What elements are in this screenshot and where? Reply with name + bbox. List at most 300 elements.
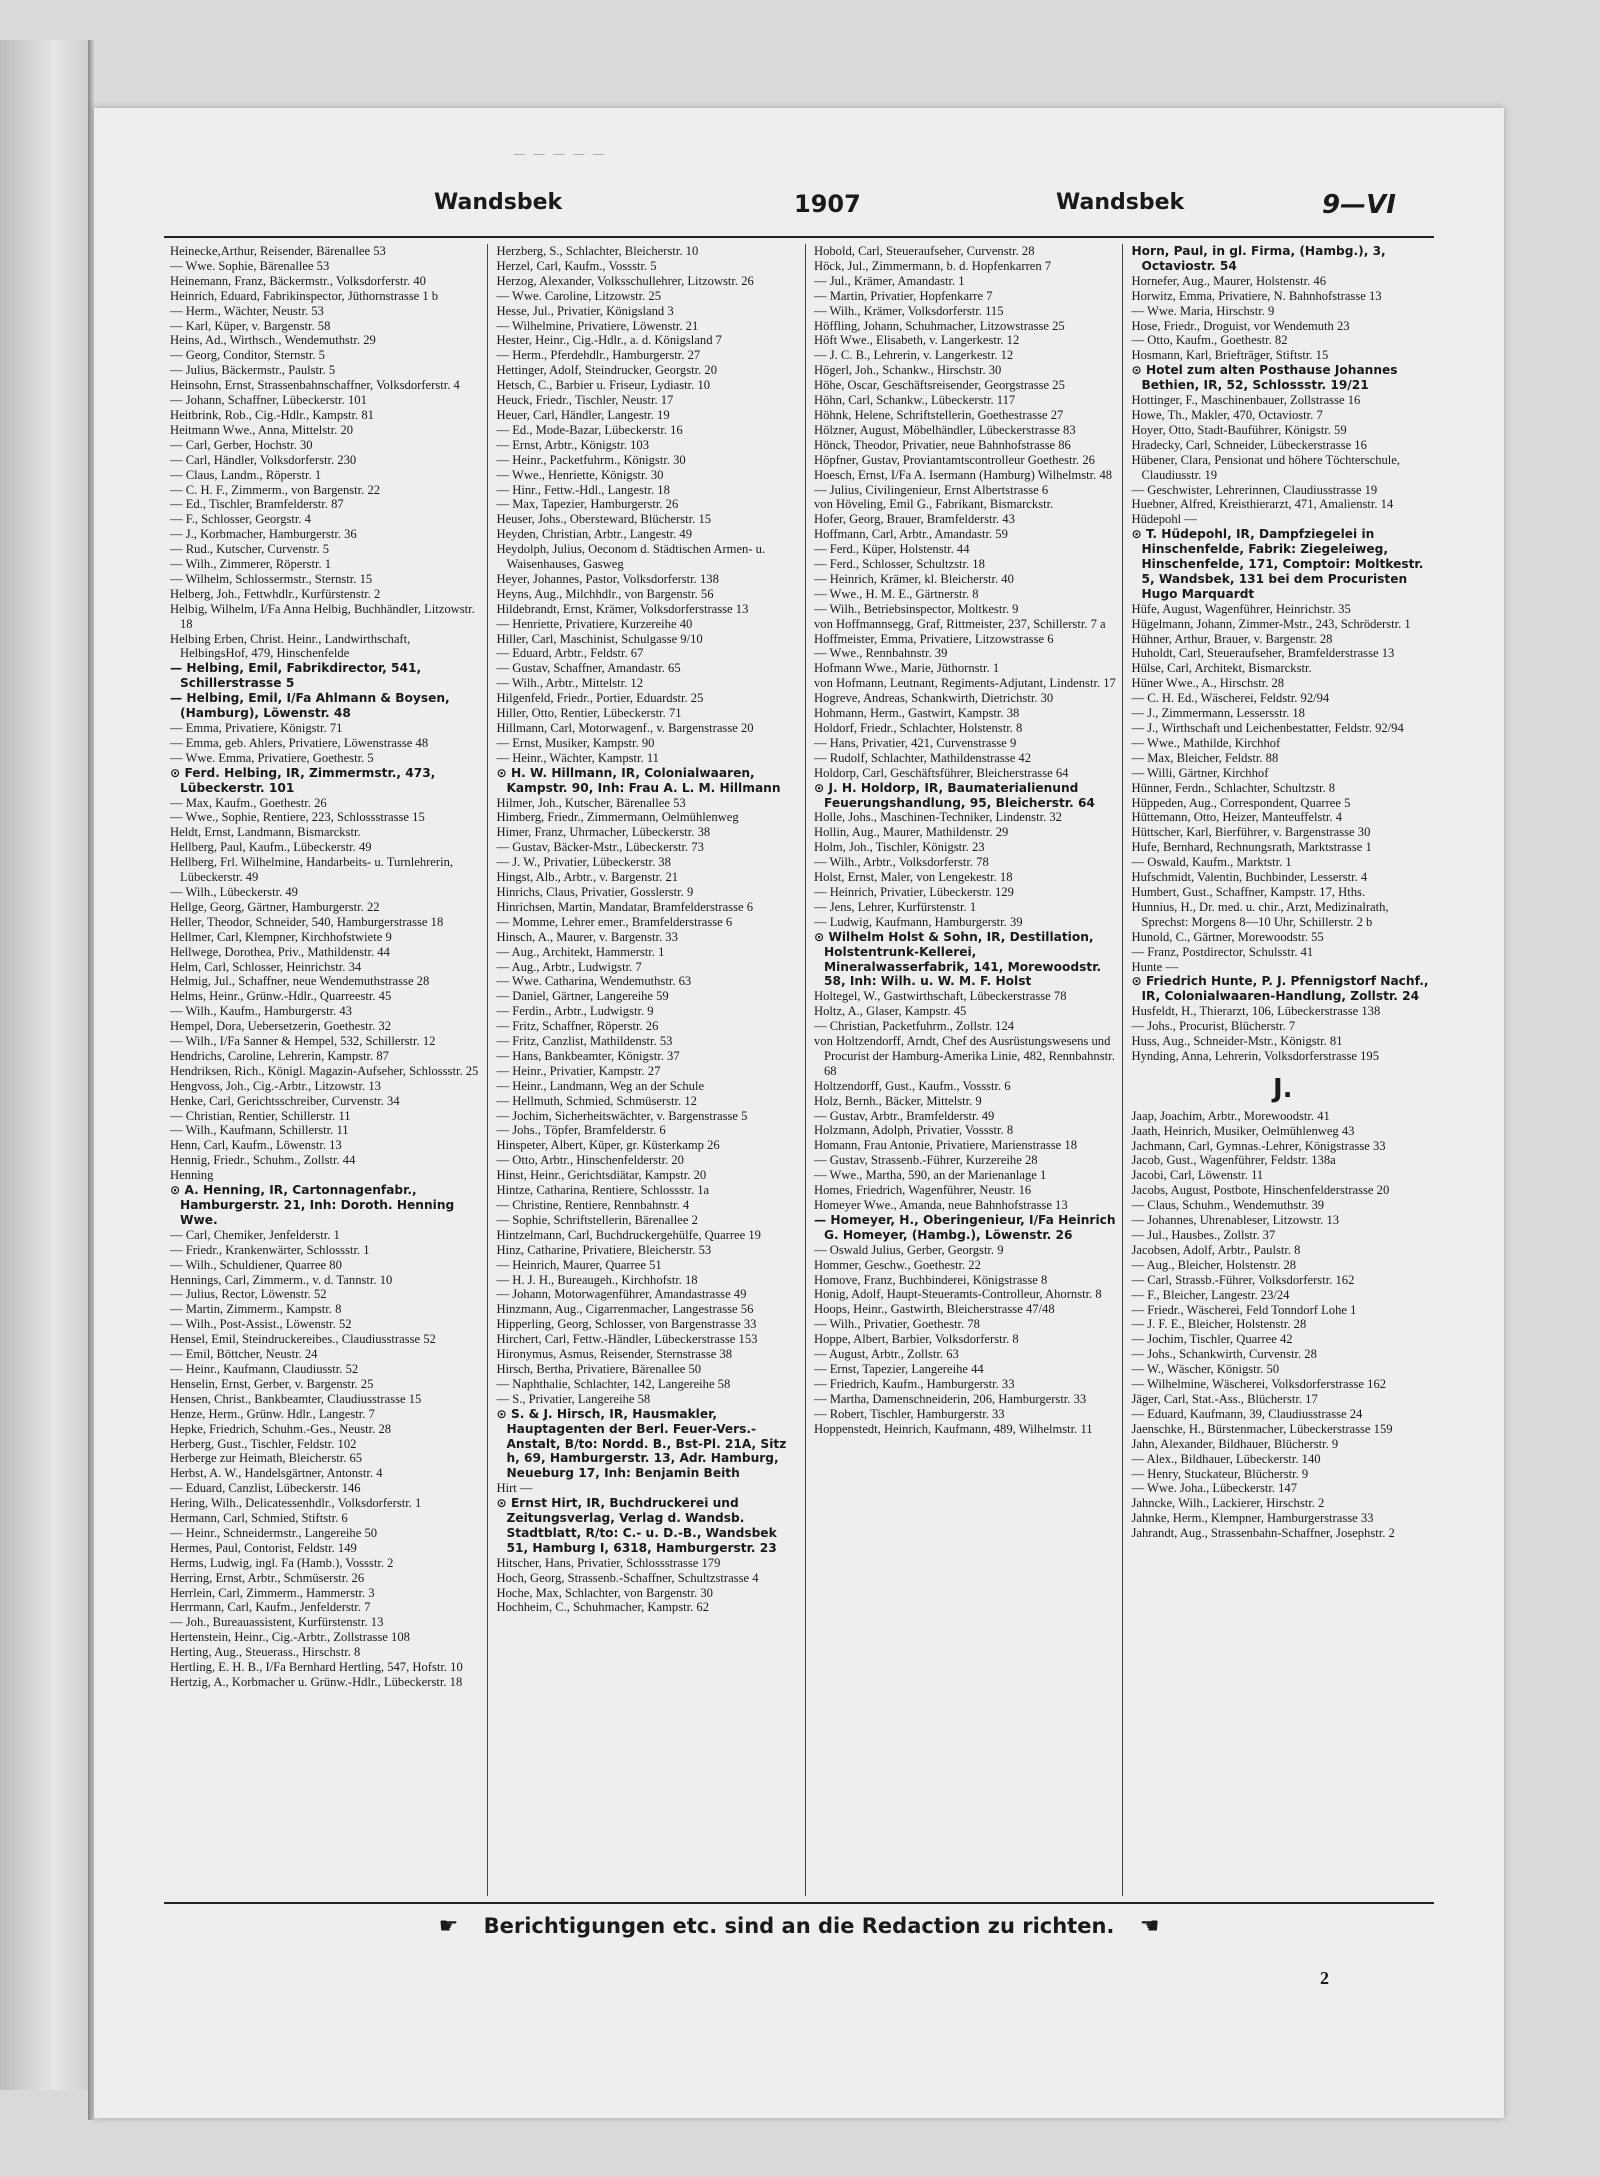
directory-entry: — Wilhelm, Schlossermstr., Sternstr. 15 bbox=[170, 571, 373, 586]
directory-entry: Hendrichs, Caroline, Lehrerin, Kampstr. 87 bbox=[170, 1048, 389, 1063]
directory-entry: Hufschmidt, Valentin, Buchbinder, Lesserstr. 4 bbox=[1131, 870, 1368, 885]
directory-entry: — Wwe. Joha., Lübeckerstr. 147 bbox=[1131, 1481, 1298, 1496]
left-page-edge bbox=[0, 40, 90, 2090]
directory-page bbox=[94, 108, 1504, 2118]
directory-entry: — J., Zimmermann, Lessersstr. 18 bbox=[1131, 706, 1305, 721]
directory-entry: — Gustav, Arbtr., Bramfelderstr. 49 bbox=[813, 1108, 995, 1123]
directory-entry: Hilgenfeld, Friedr., Portier, Eduardstr. 25 bbox=[496, 691, 704, 706]
directory-entry: Jacobsen, Adolf, Arbtr., Paulstr. 8 bbox=[1131, 1242, 1301, 1257]
signature-mark: 2 bbox=[1320, 1968, 1329, 1988]
directory-entry: — Ferd., Schlosser, Schultzstr. 18 bbox=[813, 557, 985, 572]
directory-entry: Hildebrandt, Ernst, Krämer, Volksdorferstrasse 13 bbox=[496, 601, 749, 616]
directory-entry: — Christine, Rentiere, Rennbahnstr. 4 bbox=[496, 1198, 690, 1212]
directory-entry: Horwitz, Emma, Privatiere, N. Bahnhofstrasse 13 bbox=[1131, 288, 1382, 303]
directory-entry: — Wilh., Zimmerer, Röperstr. 1 bbox=[170, 557, 332, 572]
directory-entry: Hradecky, Carl, Schneider, Lübeckerstrasse 16 bbox=[1131, 437, 1367, 452]
directory-entry: — Gustav, Bäcker-Mstr., Lübeckerstr. 73 bbox=[496, 840, 704, 855]
directory-entry: — Jul., Hausbes., Zollstr. 37 bbox=[1131, 1228, 1276, 1242]
directory-entry: — Heinrich, Maurer, Quarree 51 bbox=[496, 1257, 662, 1272]
directory-entry: — Julius, Civilingenieur, Ernst Albertstrasse 6 bbox=[813, 482, 1049, 497]
directory-entry: — Wwe. Caroline, Litzowstr. 25 bbox=[496, 288, 661, 303]
directory-entry: — Wwe., Martha, 590, an der Marienanlage 1 bbox=[813, 1168, 1047, 1183]
directory-entry: — J. W., Privatier, Lübeckerstr. 38 bbox=[496, 855, 671, 870]
directory-entry: — Martha, Damenschneiderin, 206, Hamburgerstr. 33 bbox=[813, 1391, 1087, 1406]
directory-entry: Herring, Ernst, Arbtr., Schmüserstr. 26 bbox=[170, 1570, 365, 1585]
directory-entry: Hüppeden, Aug., Correspondent, Quarree 5 bbox=[1131, 795, 1351, 810]
directory-entry: Howe, Th., Makler, 470, Octaviostr. 7 bbox=[1131, 407, 1323, 422]
directory-entry: Heitbrink, Rob., Cig.-Hdlr., Kampstr. 81 bbox=[170, 407, 374, 422]
directory-entry: Hellwege, Dorothea, Priv., Mathildenstr. 44 bbox=[170, 944, 390, 959]
directory-entry: Hogreve, Andreas, Schankwirth, Dietrichstr. 30 bbox=[813, 691, 1054, 706]
directory-entry: — Heinrich, Krämer, kl. Bleicherstr. 40 bbox=[813, 571, 1014, 586]
directory-entry: Hoffmann, Carl, Arbtr., Amandastr. 59 bbox=[813, 527, 1008, 542]
directory-entry: Hinzmann, Aug., Cigarrenmacher, Langestrasse 56 bbox=[496, 1302, 754, 1317]
directory-entry: Hepke, Friedrich, Schuhm.-Ges., Neustr. 28 bbox=[170, 1421, 392, 1436]
directory-entry: — H. J. H., Bureaugeh., Kirchhofstr. 18 bbox=[496, 1272, 698, 1287]
directory-entry: Herberg, Gust., Tischler, Feldstr. 102 bbox=[170, 1436, 357, 1451]
directory-entry: Hermann, Carl, Schmied, Stiftstr. 6 bbox=[170, 1511, 348, 1526]
directory-entry: Höft Wwe., Elisabeth, v. Langerkestr. 12 bbox=[813, 333, 1020, 348]
directory-entry: Hellge, Georg, Gärtner, Hamburgerstr. 22 bbox=[170, 899, 380, 914]
directory-entry: — Max, Bleicher, Feldstr. 88 bbox=[1131, 750, 1279, 765]
directory-entry: Höpfner, Gustav, Proviantamtscontrolleur Goethestr. 26 bbox=[813, 452, 1095, 467]
directory-entry: — Heinr., Landmann, Weg an der Schule bbox=[496, 1078, 705, 1093]
directory-entry: Henke, Carl, Gerichtsschreiber, Curvenstr. 34 bbox=[170, 1093, 400, 1108]
directory-entry: Hiller, Carl, Maschinist, Schulgasse 9/10 bbox=[496, 631, 703, 646]
directory-entry: Herzog, Alexander, Volksschullehrer, Litzowstr. 26 bbox=[496, 273, 754, 288]
footer-rule bbox=[164, 1902, 1434, 1904]
section-letter: J. bbox=[1272, 1073, 1293, 1104]
directory-entry: Höhn, Carl, Schankw., Lübeckerstr. 117 bbox=[813, 393, 1016, 408]
directory-entry: Hüttemann, Otto, Heizer, Manteuffelstr. 4 bbox=[1131, 810, 1342, 825]
directory-entry: — Wilh., Arbtr., Mittelstr. 12 bbox=[496, 676, 644, 691]
directory-entry: Hinrichsen, Martin, Mandatar, Bramfelderstrasse 6 bbox=[496, 899, 754, 914]
directory-entry: — Carl, Gerber, Hochstr. 30 bbox=[170, 437, 313, 452]
directory-entry: — Wilhelmine, Wäscherei, Volksdorferstrasse 162 bbox=[1131, 1377, 1387, 1392]
directory-entry: Heuer, Carl, Händler, Langestr. 19 bbox=[496, 407, 670, 422]
column-3 bbox=[805, 244, 1123, 1896]
column-2 bbox=[487, 244, 805, 1896]
directory-entry: Heller, Theodor, Schneider, 540, Hamburgerstrasse 18 bbox=[170, 914, 444, 929]
directory-entry: — Aug., Architekt, Hammerstr. 1 bbox=[496, 944, 665, 959]
directory-entry: Hempel, Dora, Uebersetzerin, Goethestr. 32 bbox=[170, 1019, 392, 1034]
directory-entry: Hinsch, A., Maurer, v. Bargenstr. 33 bbox=[496, 929, 678, 944]
directory-entry: Jaath, Heinrich, Musiker, Oelmühlenweg 43 bbox=[1131, 1123, 1355, 1138]
directory-entry: — Georg, Conditor, Sternstr. 5 bbox=[170, 348, 325, 363]
directory-entry: Hester, Heinr., Cig.-Hdlr., a. d. Königsland 7 bbox=[496, 333, 722, 348]
directory-entry: Hose, Friedr., Droguist, vor Wendemuth 23 bbox=[1131, 318, 1350, 333]
directory-entry: Henning bbox=[170, 1168, 214, 1183]
directory-entry: Heuck, Friedr., Tischler, Neustr. 17 bbox=[496, 393, 674, 408]
directory-entry: Hunold, C., Gärtner, Morewoodstr. 55 bbox=[1131, 929, 1324, 944]
page-header bbox=[94, 190, 1504, 230]
directory-entry: — Herm., Wächter, Neustr. 53 bbox=[170, 303, 324, 318]
directory-entry: Herzberg, S., Schlachter, Bleicherstr. 10 bbox=[496, 244, 699, 258]
directory-entry: — Ed., Mode-Bazar, Lübeckerstr. 16 bbox=[496, 422, 683, 437]
directory-entry: Hoffmeister, Emma, Privatiere, Litzowstrasse 6 bbox=[813, 631, 1054, 646]
directory-entry: — Friedr., Krankenwärter, Schlossstr. 1 bbox=[170, 1242, 370, 1257]
directory-entry: — Sophie, Schriftstellerin, Bärenallee 2 bbox=[496, 1212, 698, 1227]
directory-entry: Hoppe, Albert, Barbier, Volksdorferstr. 8 bbox=[813, 1332, 1019, 1347]
directory-entry: Henn, Carl, Kaufm., Löwenstr. 13 bbox=[170, 1138, 342, 1153]
directory-entry: Hiller, Otto, Rentier, Lübeckerstr. 71 bbox=[496, 706, 682, 721]
directory-entry: Hellmer, Carl, Klempner, Kirchhofstwiete 9 bbox=[170, 929, 392, 944]
directory-entry: Jacobs, August, Postbote, Hinschenfelderstrasse 20 bbox=[1131, 1183, 1390, 1198]
directory-entry: Humbert, Gust., Schaffner, Kampstr. 17, Hths. bbox=[1131, 884, 1366, 899]
directory-entry: Homove, Franz, Buchbinderei, Königstrasse 8 bbox=[813, 1272, 1048, 1287]
directory-entry: Homeyer Wwe., Amanda, neue Bahnhofstrasse 13 bbox=[813, 1198, 1068, 1212]
directory-entry: Herberge zur Heimath, Bleicherstr. 65 bbox=[170, 1451, 363, 1466]
directory-entry: — W., Wäscher, Königstr. 50 bbox=[1131, 1362, 1280, 1377]
directory-entry: Henselin, Ernst, Gerber, v. Bargenstr. 25 bbox=[170, 1376, 374, 1391]
directory-entry: Hüdepohl — bbox=[1131, 512, 1197, 527]
directory-entry: Jahn, Alexander, Bildhauer, Blücherstr. 9 bbox=[1131, 1436, 1339, 1451]
directory-entry: — Heinr., Schneidermstr., Langereihe 50 bbox=[170, 1525, 378, 1540]
directory-entry: — Henriette, Privatiere, Kurzereihe 40 bbox=[496, 616, 693, 631]
directory-entry: Heinemann, Franz, Bäckermstr., Volksdorferstr. 40 bbox=[170, 273, 426, 288]
directory-entry: ⊙ Ferd. Helbing, IR, Zimmermstr., 473, Lübeckerstr. 101 bbox=[170, 765, 436, 795]
directory-entry: ⊙ Ernst Hirt, IR, Buchdruckerei und Zeitungsverlag, Verlag d. Wandsb. Stadtblatt, R/to: C.- u. D.-B., Wandsbek 51, Hamburg I, 6318, Hamburgerstr. 23 bbox=[496, 1496, 777, 1555]
directory-entry: Herms, Ludwig, ingl. Fa (Hamb.), Vossstr. 2 bbox=[170, 1555, 394, 1570]
directory-entry: Jahnke, Herm., Klempner, Hamburgerstrasse 33 bbox=[1131, 1511, 1374, 1526]
directory-entry: — Jul., Krämer, Amandastr. 1 bbox=[813, 273, 965, 288]
directory-entry: Hertenstein, Heinr., Cig.-Arbtr., Zollstrasse 108 bbox=[170, 1630, 410, 1645]
directory-entry: — Joh., Bureauassistent, Kurfürstenstr. 13 bbox=[170, 1615, 384, 1630]
directory-entry: Hoppenstedt, Heinrich, Kaufmann, 489, Wilhelmstr. 11 bbox=[813, 1421, 1093, 1436]
directory-entry: — Ernst, Musiker, Kampstr. 90 bbox=[496, 735, 655, 750]
directory-entry: Hensen, Christ., Bankbeamter, Claudiusstrasse 15 bbox=[170, 1391, 422, 1406]
directory-entry: — Emil, Böttcher, Neustr. 24 bbox=[170, 1347, 318, 1362]
faint-top-marks: — — — — — bbox=[514, 148, 607, 160]
directory-entry: Helmig, Jul., Schaffner, neue Wendemuthstrasse 28 bbox=[170, 974, 430, 989]
directory-entry: — Heinrich, Privatier, Lübeckerstr. 129 bbox=[813, 884, 1014, 899]
directory-entry: — F., Schlosser, Georgstr. 4 bbox=[170, 512, 311, 527]
directory-entry: — Wilh., Lübeckerstr. 49 bbox=[170, 884, 298, 899]
directory-entry: Hünner, Ferdn., Schlachter, Schultzstr. 8 bbox=[1131, 780, 1336, 795]
directory-entry: Hufe, Bernhard, Rechnungsrath, Marktstrasse 1 bbox=[1131, 840, 1372, 855]
header-page-number: 9—VI bbox=[1322, 190, 1396, 220]
directory-entry: — Oswald, Kaufm., Marktstr. 1 bbox=[1131, 855, 1292, 870]
directory-entry: — Wilh., Arbtr., Volksdorferstr. 78 bbox=[813, 855, 989, 870]
directory-entry: — Wilh., Privatier, Goethestr. 78 bbox=[813, 1317, 980, 1332]
directory-entry: — Rudolf, Schlachter, Mathildenstrasse 42 bbox=[813, 750, 1032, 765]
directory-entry: — Wilhelmine, Privatiere, Löwenstr. 21 bbox=[496, 318, 699, 333]
directory-entry: Jahncke, Wilh., Lackierer, Hirschstr. 2 bbox=[1131, 1496, 1325, 1511]
directory-entry: — Wwe., Mathilde, Kirchhof bbox=[1131, 735, 1281, 750]
directory-entry: — Karl, Küper, v. Bargenstr. 58 bbox=[170, 318, 331, 333]
directory-entry: Herting, Aug., Steuerass., Hirschstr. 8 bbox=[170, 1645, 361, 1660]
directory-entry: Honig, Adolf, Haupt-Steueramts-Controlleur, Ahornstr. 8 bbox=[813, 1287, 1102, 1302]
directory-entry: Hirt — bbox=[496, 1481, 533, 1496]
directory-entry: Hinz, Catharine, Privatiere, Bleicherstr. 53 bbox=[496, 1242, 712, 1257]
directory-entry: Heitmann Wwe., Anna, Mittelstr. 20 bbox=[170, 422, 354, 437]
directory-entry: Hingst, Alb., Arbtr., v. Bargenstr. 21 bbox=[496, 870, 679, 885]
directory-entry: — Willi, Gärtner, Kirchhof bbox=[1131, 765, 1269, 780]
directory-entry: Hironymus, Asmus, Reisender, Sternstrasse 38 bbox=[496, 1347, 733, 1362]
directory-entry: Heyns, Aug., Milchhdlr., von Bargenstr. 56 bbox=[496, 586, 714, 601]
directory-entry: — Christian, Packetfuhrm., Zollstr. 124 bbox=[813, 1019, 1015, 1034]
directory-entry: Hipperling, Georg, Schlosser, von Bargenstrasse 33 bbox=[496, 1317, 757, 1332]
directory-entry: Hennig, Friedr., Schuhm., Zollstr. 44 bbox=[170, 1153, 356, 1168]
directory-entry: Hendriksen, Rich., Königl. Magazin-Aufseher, Schlossstr. 25 bbox=[170, 1063, 479, 1078]
directory-entry: Höffling, Johann, Schuhmacher, Litzowstrasse 25 bbox=[813, 318, 1065, 333]
directory-entry: ⊙ Wilhelm Holst & Sohn, IR, Destillation, Holstentrunk-Kellerei, Mineralwasserfabrik, 141, Morewoodstr. 58, Inh: Wilh. u. W. M. F. Holst bbox=[813, 929, 1102, 989]
directory-entry: — Naphthalie, Schlachter, 142, Langereihe 58 bbox=[496, 1376, 731, 1391]
directory-entry: — Gustav, Strassenb.-Führer, Kurzereihe 28 bbox=[813, 1153, 1038, 1168]
directory-entry: ⊙ S. & J. Hirsch, IR, Hausmakler, Hauptagenten der Berl. Feuer-Vers.-Anstalt, B/to: Nordd. B., Bst-Pl. 21A, Sitz h, 69, Hamburgerstr. 13, Adr. Hamburg, Neueburg 17, Inh: Benjamin Beith bbox=[496, 1406, 787, 1481]
directory-entry: Jaap, Joachim, Arbtr., Morewoodstr. 41 bbox=[1131, 1108, 1330, 1123]
directory-entry: — Hellmuth, Schmied, Schmüserstr. 12 bbox=[496, 1093, 697, 1108]
directory-entry: Herrmann, Carl, Kaufm., Jenfelderstr. 7 bbox=[170, 1600, 371, 1615]
directory-entry: — Hans, Bankbeamter, Königstr. 37 bbox=[496, 1048, 680, 1063]
directory-entry: Heyer, Johannes, Pastor, Volksdorferstr. 138 bbox=[496, 571, 719, 586]
directory-entry: Himer, Franz, Uhrmacher, Lübeckerstr. 38 bbox=[496, 825, 711, 840]
directory-entry: Jahrandt, Aug., Strassenbahn-Schaffner, Josephstr. 2 bbox=[1131, 1526, 1395, 1541]
directory-entry: — Rud., Kutscher, Curvenstr. 5 bbox=[170, 542, 330, 557]
directory-entry: Huss, Aug., Schneider-Mstr., Königstr. 81 bbox=[1131, 1034, 1343, 1049]
directory-entry: — Wwe. Emma, Privatiere, Goethestr. 5 bbox=[170, 750, 374, 765]
directory-entry: — Aug., Arbtr., Ludwigstr. 7 bbox=[496, 959, 642, 974]
directory-entry: — Wwe., Rennbahnstr. 39 bbox=[813, 646, 948, 661]
footer-note-text: Berichtigungen etc. sind an die Redaction zu richten. bbox=[483, 1914, 1115, 1938]
directory-entry: — J., Korbmacher, Hamburgerstr. 36 bbox=[170, 527, 357, 542]
directory-entry: Helberg, Joh., Fettwhdlr., Kurfürstenstr. 2 bbox=[170, 586, 381, 601]
directory-entry: Holle, Johs., Maschinen-Techniker, Lindenstr. 32 bbox=[813, 810, 1062, 825]
directory-entry: — Eduard, Arbtr., Feldstr. 67 bbox=[496, 646, 644, 661]
directory-entry: Höhnk, Helene, Schriftstellerin, Goethestrasse 27 bbox=[813, 407, 1064, 422]
directory-entry: — Robert, Tischler, Hamburgerstr. 33 bbox=[813, 1406, 1005, 1421]
directory-entry: — J. F. E., Bleicher, Holstenstr. 28 bbox=[1131, 1317, 1307, 1332]
directory-entry: — Ludwig, Kaufmann, Hamburgerstr. 39 bbox=[813, 914, 1023, 929]
footer-note bbox=[94, 1914, 1504, 1939]
header-rule bbox=[164, 236, 1434, 238]
directory-entry: Hoyer, Otto, Stadt-Bauführer, Königstr. 59 bbox=[1131, 422, 1347, 437]
directory-entry: — Jens, Lehrer, Kurfürstenstr. 1 bbox=[813, 899, 977, 914]
directory-entry: Helbig, Wilhelm, I/Fa Anna Helbig, Buchhändler, Litzowstr. 18 bbox=[170, 601, 475, 631]
directory-entry: Hochheim, C., Schuhmacher, Kampstr. 62 bbox=[496, 1600, 709, 1615]
directory-entry: — Helbing, Emil, Fabrikdirector, 541, Schillerstrasse 5 bbox=[170, 661, 422, 691]
directory-entry: — Wilh., Betriebsinspector, Moltkestr. 9 bbox=[813, 601, 1019, 616]
directory-entry: Helbing Erben, Christ. Heinr., Landwirthschaft, HelbingsHof, 479, Hinschenfelde bbox=[170, 631, 411, 661]
directory-entry: — Johs., Schankwirth, Curvenstr. 28 bbox=[1131, 1347, 1317, 1362]
directory-entry: — C. H. Ed., Wäscherei, Feldstr. 92/94 bbox=[1131, 691, 1330, 706]
directory-entry: — Carl, Chemiker, Jenfelderstr. 1 bbox=[170, 1227, 340, 1242]
directory-entry: — Eduard, Canzlist, Lübeckerstr. 146 bbox=[170, 1481, 361, 1496]
directory-entry: von Höveling, Emil G., Fabrikant, Bismarckstr. bbox=[813, 497, 1054, 512]
directory-entry: Hoche, Max, Schlachter, von Bargenstr. 30 bbox=[496, 1585, 713, 1600]
directory-entry: — Wwe. Sophie, Bärenallee 53 bbox=[170, 258, 330, 273]
directory-entry: — Heinr., Privatier, Kampstr. 27 bbox=[496, 1063, 661, 1078]
directory-entry: Husfeldt, H., Thierarzt, 106, Lübeckerstrasse 138 bbox=[1131, 1004, 1381, 1019]
directory-entry: — Wilh., I/Fa Sanner & Hempel, 532, Schillerstr. 12 bbox=[170, 1034, 436, 1049]
directory-entry: — Ferdin., Arbtr., Ludwigstr. 9 bbox=[496, 1004, 654, 1019]
directory-entry: — Martin, Privatier, Hopfenkarre 7 bbox=[813, 288, 993, 303]
directory-columns bbox=[170, 244, 1440, 1896]
directory-entry: Hillmann, Carl, Motorwagenf., v. Bargenstrasse 20 bbox=[496, 721, 754, 735]
directory-entry: Homann, Frau Antonie, Privatiere, Marienstrasse 18 bbox=[813, 1138, 1077, 1153]
directory-entry: Hohmann, Herm., Gastwirt, Kampstr. 38 bbox=[813, 706, 1020, 721]
directory-entry: Hunte — bbox=[1131, 959, 1179, 974]
directory-entry: — Geschwister, Lehrerinnen, Claudiusstrasse 19 bbox=[1131, 482, 1378, 497]
directory-entry: — Heinr., Kaufmann, Claudiusstr. 52 bbox=[170, 1361, 359, 1376]
directory-entry: Högerl, Joh., Schankw., Hirschstr. 30 bbox=[813, 363, 1002, 378]
column-4 bbox=[1122, 244, 1440, 1896]
directory-entry: — Jochim, Tischler, Quarree 42 bbox=[1131, 1332, 1293, 1347]
directory-entry: Holzmann, Adolph, Privatier, Vossstr. 8 bbox=[813, 1123, 1014, 1138]
directory-entry: ⊙ T. Hüdepohl, IR, Dampfziegelei in Hinschenfelde, Fabrik: Ziegeleiweg, Hinschenfelde, 171, Comptoir: Moltkestr. 5, Wandsbek, 131 bei dem Procuristen Hugo Marquardt bbox=[1131, 527, 1424, 601]
directory-entry: Hosmann, Karl, Briefträger, Stiftstr. 15 bbox=[1131, 348, 1329, 363]
directory-entry: — Christian, Rentier, Schillerstr. 11 bbox=[170, 1108, 351, 1123]
directory-entry: — Jochim, Sicherheitswächter, v. Bargenstrasse 5 bbox=[496, 1108, 748, 1123]
directory-entry: Heinecke,Arthur, Reisender, Bärenallee 53 bbox=[170, 244, 386, 258]
directory-entry: Hermes, Paul, Contorist, Feldstr. 149 bbox=[170, 1540, 357, 1555]
directory-entry: — Heinr., Packetfuhrm., Königstr. 30 bbox=[496, 452, 686, 467]
directory-entry: Hülse, Carl, Architekt, Bismarckstr. bbox=[1131, 661, 1312, 676]
directory-entry: Hengvoss, Joh., Cig.-Arbtr., Litzowstr. 13 bbox=[170, 1078, 381, 1093]
directory-entry: — Julius, Bäckermstr., Paulstr. 5 bbox=[170, 363, 336, 378]
directory-entry: von Hofmann, Leutnant, Regiments-Adjutant, Lindenstr. 17 bbox=[813, 676, 1116, 691]
directory-entry: — Wwe., H. M. E., Gärtnerstr. 8 bbox=[813, 586, 979, 601]
directory-entry: Helms, Heinr., Grünw.-Hdlr., Quarreestr. 45 bbox=[170, 989, 392, 1004]
directory-entry: Hynding, Anna, Lehrerin, Volksdorferstrasse 195 bbox=[1131, 1048, 1380, 1063]
directory-entry: — F., Bleicher, Langestr. 23/24 bbox=[1131, 1287, 1290, 1302]
directory-entry: — Heinr., Wächter, Kampstr. 11 bbox=[496, 750, 659, 765]
directory-entry: Jaenschke, H., Bürstenmacher, Lübeckerstrasse 159 bbox=[1131, 1421, 1393, 1436]
directory-entry: Hoch, Georg, Strassenb.-Schaffner, Schultzstrasse 4 bbox=[496, 1570, 759, 1585]
directory-entry: Heyden, Christian, Arbtr., Langestr. 49 bbox=[496, 527, 693, 542]
directory-entry: Hommer, Geschw., Goethestr. 22 bbox=[813, 1257, 981, 1272]
directory-entry: — Fritz, Canzlist, Mathildenstr. 53 bbox=[496, 1034, 673, 1049]
directory-entry: — Otto, Kaufm., Goethestr. 82 bbox=[1131, 333, 1288, 348]
directory-entry: Hollin, Aug., Maurer, Mathildenstr. 29 bbox=[813, 825, 1009, 840]
directory-entry: — Ed., Tischler, Bramfelderstr. 87 bbox=[170, 497, 344, 512]
directory-entry: — Wwe. Catharina, Wendemuthstr. 63 bbox=[496, 974, 692, 989]
directory-entry: Heins, Ad., Wirthsch., Wendemuthstr. 29 bbox=[170, 333, 376, 348]
directory-entry: Heydolph, Julius, Oeconom d. Städtischen Armen- u. Waisenhauses, Gasweg bbox=[496, 542, 766, 572]
directory-entry: Hölzner, August, Möbelhändler, Lübeckerstrasse 83 bbox=[813, 422, 1076, 437]
directory-entry: — Max, Tapezier, Hamburgerstr. 26 bbox=[496, 497, 679, 512]
header-left-title: Wandsbek bbox=[434, 190, 563, 215]
directory-entry: Hettinger, Adolf, Steindrucker, Georgstr. 20 bbox=[496, 363, 717, 378]
directory-entry: — Emma, Privatiere, Königstr. 71 bbox=[170, 721, 343, 735]
directory-entry: — Wwe., Sophie, Rentiere, 223, Schlossstrasse 15 bbox=[170, 810, 425, 825]
directory-entry: ⊙ J. H. Holdorp, IR, Baumaterialienund Feuerungshandlung, 95, Bleicherstr. 64 bbox=[813, 780, 1095, 810]
directory-entry: Hetsch, C., Barbier u. Friseur, Lydiastr. 10 bbox=[496, 378, 711, 393]
directory-entry: — C. H. F., Zimmerm., von Bargenstr. 22 bbox=[170, 482, 381, 497]
directory-entry: — Daniel, Gärtner, Langereihe 59 bbox=[496, 989, 669, 1004]
directory-entry: Heuser, Johs., Obersteward, Blücherstr. 15 bbox=[496, 512, 712, 527]
directory-entry: Hensel, Emil, Steindruckereibes., Claudiusstrasse 52 bbox=[170, 1332, 436, 1347]
directory-entry: von Hoffmannsegg, Graf, Rittmeister, 237, Schillerstr. 7 a bbox=[813, 616, 1106, 631]
directory-entry: Hottinger, F., Maschinenbauer, Zollstrasse 16 bbox=[1131, 393, 1361, 408]
directory-entry: Hinspeter, Albert, Küper, gr. Küsterkamp 26 bbox=[496, 1138, 720, 1153]
directory-entry: Holdorp, Carl, Geschäftsführer, Bleicherstrasse 64 bbox=[813, 765, 1069, 780]
directory-entry: Hesse, Jul., Privatier, Königsland 3 bbox=[496, 303, 674, 318]
directory-entry: — Wwe., Henriette, Königstr. 30 bbox=[496, 467, 664, 482]
directory-entry: Herrlein, Carl, Zimmerm., Hammerstr. 3 bbox=[170, 1585, 375, 1600]
directory-entry: — Hans, Privatier, 421, Curvenstrasse 9 bbox=[813, 735, 1017, 750]
directory-entry: — Ernst, Arbtr., Königstr. 103 bbox=[496, 437, 650, 452]
directory-entry: Herzel, Carl, Kaufm., Vossstr. 5 bbox=[496, 258, 657, 273]
directory-entry: Holz, Bernh., Bäcker, Mittelstr. 9 bbox=[813, 1093, 982, 1108]
directory-entry: Höck, Jul., Zimmermann, b. d. Hopfenkarren 7 bbox=[813, 258, 1052, 273]
directory-entry: — Claus, Landm., Röperstr. 1 bbox=[170, 467, 322, 482]
directory-entry: — Julius, Rector, Löwenstr. 52 bbox=[170, 1287, 327, 1302]
directory-entry: — Aug., Bleicher, Holstenstr. 28 bbox=[1131, 1257, 1297, 1272]
directory-entry: — Otto, Arbtr., Hinschenfelderstr. 20 bbox=[496, 1153, 684, 1168]
directory-entry: — Helbing, Emil, I/Fa Ahlmann & Boysen, (Hamburg), Löwenstr. 48 bbox=[170, 691, 450, 721]
directory-entry: — Wilh., Post-Assist., Löwenstr. 52 bbox=[170, 1317, 352, 1332]
directory-entry: ⊙ Friedrich Hunte, P. J. Pfennigstorf Nachf., IR, Colonialwaaren-Handlung, Zollstr. 24 bbox=[1131, 974, 1429, 1004]
directory-entry: Hinrichs, Claus, Privatier, Gosslerstr. 9 bbox=[496, 884, 694, 899]
header-right-title: Wandsbek bbox=[1056, 190, 1185, 215]
column-1 bbox=[170, 244, 487, 1896]
directory-entry: Hellberg, Frl. Wilhelmine, Handarbeits- u. Turnlehrerin, Lübeckerstr. 49 bbox=[170, 855, 454, 885]
directory-entry: Huholdt, Carl, Steueraufseher, Bramfelderstrasse 13 bbox=[1131, 646, 1395, 661]
directory-entry: Jacobi, Carl, Löwenstr. 11 bbox=[1131, 1168, 1264, 1183]
directory-entry: Huebner, Alfred, Kreisthierarzt, 471, Amalienstr. 14 bbox=[1131, 497, 1394, 512]
directory-entry: — Max, Kaufm., Goethestr. 26 bbox=[170, 795, 327, 810]
directory-entry: Höhe, Oscar, Geschäftsreisender, Georgstrasse 25 bbox=[813, 378, 1065, 393]
directory-entry: Heinrich, Eduard, Fabrikinspector, Jüthornstrasse 1 b bbox=[170, 288, 439, 303]
directory-entry: Hobold, Carl, Steueraufseher, Curvenstr. 28 bbox=[813, 244, 1035, 258]
directory-entry: Heinsohn, Ernst, Strassenbahnschaffner, Volksdorferstr. 4 bbox=[170, 378, 460, 393]
directory-entry: Herbst, A. W., Handelsgärtner, Antonstr. 4 bbox=[170, 1466, 383, 1481]
directory-entry: — Momme, Lehrer emer., Bramfelderstrasse 6 bbox=[496, 914, 733, 929]
directory-entry: — Gustav, Schaffner, Amandastr. 65 bbox=[496, 661, 681, 676]
directory-entry: Horn, Paul, in gl. Firma, (Hambg.), 3, Octaviostr. 54 bbox=[1131, 244, 1386, 273]
directory-entry: Hering, Wilh., Delicatessenhdlr., Volksdorferstr. 1 bbox=[170, 1496, 422, 1511]
directory-entry: Hilmer, Joh., Kutscher, Bärenallee 53 bbox=[496, 795, 686, 810]
directory-entry: Hüttscher, Karl, Bierführer, v. Bargenstrasse 30 bbox=[1131, 825, 1371, 840]
directory-entry: von Holtzendorff, Arndt, Chef des Ausrüstungswesens und Procurist der Hamburg-Amerika Linie, 482, Rennbahnstr. 68 bbox=[813, 1034, 1115, 1078]
directory-entry: — Herm., Pferdehdlr., Hamburgerstr. 27 bbox=[496, 348, 701, 363]
directory-entry: Hintze, Catharina, Rentiere, Schlossstr. 1a bbox=[496, 1183, 710, 1198]
directory-entry: Hofmann Wwe., Marie, Jüthornstr. 1 bbox=[813, 661, 1000, 676]
directory-entry: Himberg, Friedr., Zimmermann, Oelmühlenweg bbox=[496, 810, 739, 825]
directory-entry: ⊙ Hotel zum alten Posthause Johannes Bethien, IR, 52, Schlossstr. 19/21 bbox=[1131, 363, 1398, 393]
directory-entry: — Wilh., Krämer, Volksdorferstr. 115 bbox=[813, 303, 1004, 318]
directory-entry: — S., Privatier, Langereihe 58 bbox=[496, 1391, 651, 1406]
directory-entry: Hühner, Arthur, Brauer, v. Bargenstr. 28 bbox=[1131, 631, 1333, 646]
directory-entry: Jachmann, Carl, Gymnas.-Lehrer, Königstrasse 33 bbox=[1131, 1138, 1386, 1153]
directory-entry: Hitscher, Hans, Privatier, Schlossstrasse 179 bbox=[496, 1555, 721, 1570]
directory-entry: Hintzelmann, Carl, Buchdruckergehülfe, Quarree 19 bbox=[496, 1227, 761, 1242]
directory-entry: Hönck, Theodor, Privatier, neue Bahnhofstrasse 86 bbox=[813, 437, 1071, 452]
directory-entry: Jacob, Gust., Wagenführer, Feldstr. 138a bbox=[1131, 1153, 1336, 1168]
directory-entry: Heldt, Ernst, Landmann, Bismarckstr. bbox=[170, 825, 361, 840]
directory-entry: — Hinr., Fettw.-Hdl., Langestr. 18 bbox=[496, 482, 670, 497]
directory-entry: — Fritz, Schaffner, Röperstr. 26 bbox=[496, 1019, 659, 1034]
directory-entry: Hertzig, A., Korbmacher u. Grünw.-Hdlr., Lübeckerstr. 18 bbox=[170, 1675, 463, 1689]
directory-entry: — Carl, Strassb.-Führer, Volksdorferstr. 162 bbox=[1131, 1272, 1355, 1287]
directory-entry: — J., Wirthschaft und Leichenbestatter, Feldstr. 92/94 bbox=[1131, 721, 1404, 735]
directory-entry: Holm, Joh., Tischler, Königstr. 23 bbox=[813, 840, 985, 855]
directory-entry: — Eduard, Kaufmann, 39, Claudiusstrasse 24 bbox=[1131, 1406, 1363, 1421]
pointing-hand-right-icon: ☛ bbox=[438, 1914, 459, 1939]
directory-entry: Hirchert, Carl, Fettw.-Händler, Lübeckerstrasse 153 bbox=[496, 1332, 758, 1347]
directory-entry: — Martin, Zimmerm., Kampstr. 8 bbox=[170, 1302, 342, 1317]
directory-entry: Hinst, Heinr., Gerichtsdiätar, Kampstr. 20 bbox=[496, 1168, 707, 1183]
directory-entry: — Wilh., Kaufmann, Schillerstr. 11 bbox=[170, 1123, 349, 1138]
directory-entry: Hübener, Clara, Pensionat und höhere Töchterschule, Claudiusstr. 19 bbox=[1131, 452, 1401, 482]
header-year: 1907 bbox=[794, 190, 861, 218]
directory-entry: — Wwe. Maria, Hirschstr. 9 bbox=[1131, 303, 1275, 318]
directory-entry: — Johann, Schaffner, Lübeckerstr. 101 bbox=[170, 393, 367, 408]
directory-entry: — Friedrich, Kaufm., Hamburgerstr. 33 bbox=[813, 1376, 1015, 1391]
directory-entry: — Emma, geb. Ahlers, Privatiere, Löwenstrasse 48 bbox=[170, 735, 429, 750]
directory-entry: Holst, Ernst, Maler, von Lengekestr. 18 bbox=[813, 870, 1013, 885]
